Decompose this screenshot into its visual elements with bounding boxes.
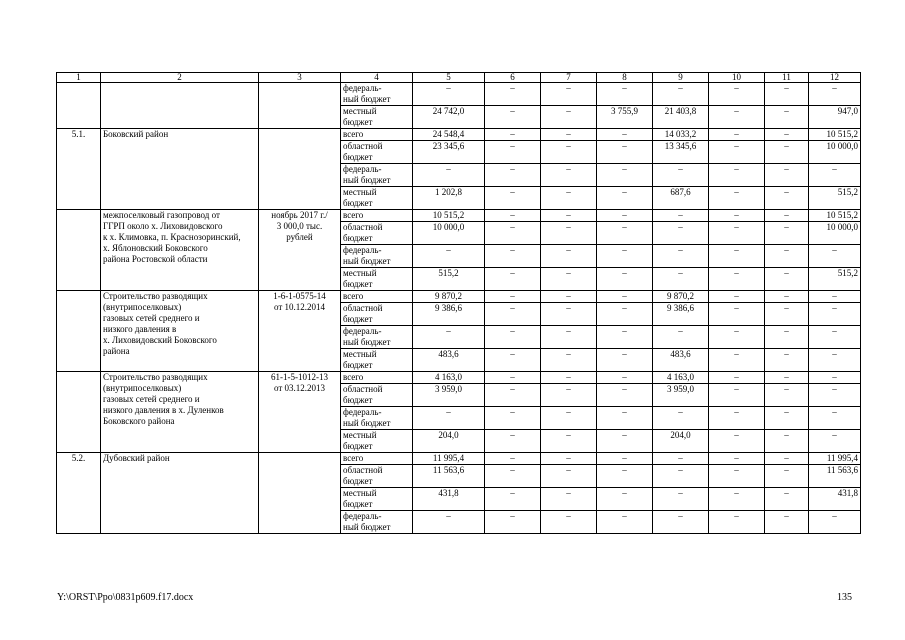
- value-cell: –: [765, 291, 809, 303]
- value-cell: –: [413, 245, 485, 268]
- funding-source-cell: местный бюджет: [341, 430, 413, 453]
- value-cell: –: [653, 465, 709, 488]
- value-cell: –: [597, 164, 653, 187]
- funding-source-cell: всего: [341, 210, 413, 222]
- value-cell: –: [809, 407, 861, 430]
- table-row: [57, 83, 861, 106]
- row-name-cell: Строительство разводящих (внутрипоселковых) газовых сетей среднего и низкого давления в х. Лиховидовский Боковского района: [101, 291, 259, 372]
- value-cell: –: [541, 465, 597, 488]
- value-cell: –: [541, 83, 597, 106]
- value-cell: –: [485, 187, 541, 210]
- value-cell: –: [541, 326, 597, 349]
- value-cell: –: [809, 349, 861, 372]
- row-number-cell: [57, 83, 101, 129]
- header-cell: 10: [709, 73, 765, 83]
- value-cell: –: [541, 349, 597, 372]
- header-cell: 2: [101, 73, 259, 83]
- value-cell: –: [597, 141, 653, 164]
- funding-source-cell: областной бюджет: [341, 222, 413, 245]
- value-cell: –: [709, 349, 765, 372]
- value-cell: 1 202,8: [413, 187, 485, 210]
- value-cell: 9 870,2: [653, 291, 709, 303]
- value-cell: –: [809, 326, 861, 349]
- value-cell: 24 742,0: [413, 106, 485, 129]
- value-cell: –: [765, 164, 809, 187]
- value-cell: 10 000,0: [809, 141, 861, 164]
- value-cell: –: [485, 407, 541, 430]
- value-cell: –: [653, 511, 709, 534]
- value-cell: –: [765, 465, 809, 488]
- value-cell: 4 163,0: [413, 372, 485, 384]
- value-cell: –: [485, 141, 541, 164]
- value-cell: –: [765, 372, 809, 384]
- funding-source-cell: местный бюджет: [341, 349, 413, 372]
- value-cell: –: [597, 210, 653, 222]
- value-cell: 515,2: [809, 268, 861, 291]
- table-row: [57, 291, 861, 303]
- value-cell: –: [541, 384, 597, 407]
- value-cell: –: [809, 430, 861, 453]
- value-cell: –: [809, 291, 861, 303]
- value-cell: –: [709, 83, 765, 106]
- value-cell: 431,8: [413, 488, 485, 511]
- value-cell: 515,2: [809, 187, 861, 210]
- value-cell: –: [765, 187, 809, 210]
- value-cell: –: [597, 407, 653, 430]
- value-cell: 687,6: [653, 187, 709, 210]
- value-cell: –: [765, 349, 809, 372]
- value-cell: –: [541, 268, 597, 291]
- funding-source-cell: областной бюджет: [341, 384, 413, 407]
- value-cell: –: [709, 384, 765, 407]
- value-cell: –: [809, 384, 861, 407]
- value-cell: 9 386,6: [413, 303, 485, 326]
- row-name-cell: Строительство разводящих (внутрипоселковых) газовых сетей среднего и низкого давления в х. Дуленков Боковского района: [101, 372, 259, 453]
- value-cell: –: [541, 164, 597, 187]
- value-cell: 24 548,4: [413, 129, 485, 141]
- row-document-cell: [259, 129, 341, 210]
- value-cell: –: [653, 245, 709, 268]
- header-cell: 11: [765, 73, 809, 83]
- row-document-cell: 61-1-5-1012-13 от 03.12.2013: [259, 372, 341, 453]
- value-cell: –: [485, 511, 541, 534]
- value-cell: –: [485, 291, 541, 303]
- value-cell: –: [809, 164, 861, 187]
- table-row: [57, 129, 861, 141]
- value-cell: –: [485, 210, 541, 222]
- header-cell: 4: [341, 73, 413, 83]
- value-cell: –: [653, 326, 709, 349]
- value-cell: –: [765, 210, 809, 222]
- value-cell: –: [541, 129, 597, 141]
- value-cell: –: [709, 291, 765, 303]
- value-cell: –: [765, 268, 809, 291]
- value-cell: 204,0: [653, 430, 709, 453]
- value-cell: –: [709, 465, 765, 488]
- value-cell: –: [485, 268, 541, 291]
- value-cell: 3 959,0: [653, 384, 709, 407]
- value-cell: –: [765, 407, 809, 430]
- value-cell: –: [485, 326, 541, 349]
- value-cell: –: [709, 488, 765, 511]
- value-cell: 21 403,8: [653, 106, 709, 129]
- value-cell: –: [653, 488, 709, 511]
- value-cell: –: [809, 511, 861, 534]
- value-cell: –: [709, 430, 765, 453]
- row-number-cell: [57, 291, 101, 372]
- funding-source-cell: местный бюджет: [341, 268, 413, 291]
- funding-source-cell: федераль- ный бюджет: [341, 83, 413, 106]
- funding-source-cell: областной бюджет: [341, 303, 413, 326]
- header-cell: 3: [259, 73, 341, 83]
- funding-source-cell: всего: [341, 129, 413, 141]
- value-cell: –: [485, 349, 541, 372]
- value-cell: –: [597, 83, 653, 106]
- value-cell: –: [765, 488, 809, 511]
- value-cell: –: [709, 141, 765, 164]
- value-cell: –: [709, 210, 765, 222]
- funding-source-cell: федераль- ный бюджет: [341, 164, 413, 187]
- header-cell: 9: [653, 73, 709, 83]
- page-number: 135: [837, 592, 852, 603]
- value-cell: –: [541, 106, 597, 129]
- header-cell: 12: [809, 73, 861, 83]
- value-cell: –: [597, 488, 653, 511]
- value-cell: –: [765, 384, 809, 407]
- value-cell: –: [597, 245, 653, 268]
- value-cell: –: [485, 453, 541, 465]
- value-cell: –: [485, 245, 541, 268]
- value-cell: –: [597, 384, 653, 407]
- value-cell: –: [709, 407, 765, 430]
- funding-source-cell: всего: [341, 453, 413, 465]
- value-cell: –: [597, 511, 653, 534]
- value-cell: 13 345,6: [653, 141, 709, 164]
- value-cell: 23 345,6: [413, 141, 485, 164]
- value-cell: –: [597, 453, 653, 465]
- row-name-cell: Дубовский район: [101, 453, 259, 534]
- funding-source-cell: федераль- ный бюджет: [341, 245, 413, 268]
- row-number-cell: [57, 372, 101, 453]
- value-cell: –: [597, 430, 653, 453]
- value-cell: –: [809, 83, 861, 106]
- value-cell: –: [597, 465, 653, 488]
- value-cell: 3 959,0: [413, 384, 485, 407]
- table-row: [57, 372, 861, 384]
- value-cell: 3 755,9: [597, 106, 653, 129]
- value-cell: –: [653, 210, 709, 222]
- value-cell: –: [541, 222, 597, 245]
- value-cell: –: [653, 83, 709, 106]
- value-cell: 483,6: [653, 349, 709, 372]
- value-cell: –: [765, 430, 809, 453]
- header-cell: 8: [597, 73, 653, 83]
- funding-source-cell: федераль- ный бюджет: [341, 511, 413, 534]
- funding-source-cell: областной бюджет: [341, 465, 413, 488]
- value-cell: –: [709, 222, 765, 245]
- value-cell: 483,6: [413, 349, 485, 372]
- value-cell: –: [809, 372, 861, 384]
- funding-source-cell: местный бюджет: [341, 106, 413, 129]
- value-cell: 10 515,2: [809, 210, 861, 222]
- value-cell: –: [541, 453, 597, 465]
- funding-source-cell: федераль- ный бюджет: [341, 407, 413, 430]
- header-cell: 1: [57, 73, 101, 83]
- value-cell: –: [413, 407, 485, 430]
- value-cell: 204,0: [413, 430, 485, 453]
- value-cell: –: [597, 326, 653, 349]
- value-cell: –: [597, 129, 653, 141]
- value-cell: –: [413, 83, 485, 106]
- value-cell: –: [485, 106, 541, 129]
- value-cell: –: [597, 187, 653, 210]
- document-path: Y:\ORST\Ppo\0831p609.f17.docx: [57, 592, 194, 603]
- value-cell: –: [709, 303, 765, 326]
- value-cell: –: [541, 488, 597, 511]
- table-row: [57, 453, 861, 465]
- budget-table: [56, 72, 861, 534]
- funding-source-cell: местный бюджет: [341, 488, 413, 511]
- value-cell: 947,0: [809, 106, 861, 129]
- value-cell: –: [541, 303, 597, 326]
- value-cell: –: [765, 222, 809, 245]
- value-cell: –: [413, 326, 485, 349]
- header-cell: 7: [541, 73, 597, 83]
- value-cell: –: [485, 384, 541, 407]
- value-cell: –: [597, 222, 653, 245]
- row-document-cell: ноябрь 2017 г./ 3 000,0 тыс. рублей: [259, 210, 341, 291]
- value-cell: –: [541, 187, 597, 210]
- value-cell: 11 995,4: [413, 453, 485, 465]
- value-cell: –: [485, 488, 541, 511]
- value-cell: 11 995,4: [809, 453, 861, 465]
- value-cell: –: [709, 245, 765, 268]
- header-row: [57, 73, 861, 83]
- value-cell: –: [485, 465, 541, 488]
- value-cell: –: [765, 141, 809, 164]
- row-document-cell: [259, 83, 341, 129]
- value-cell: 9 870,2: [413, 291, 485, 303]
- row-number-cell: [57, 210, 101, 291]
- value-cell: –: [485, 129, 541, 141]
- value-cell: 431,8: [809, 488, 861, 511]
- value-cell: 14 033,2: [653, 129, 709, 141]
- value-cell: –: [485, 372, 541, 384]
- value-cell: –: [541, 245, 597, 268]
- value-cell: –: [709, 453, 765, 465]
- value-cell: –: [765, 83, 809, 106]
- value-cell: –: [653, 407, 709, 430]
- value-cell: 10 515,2: [809, 129, 861, 141]
- funding-source-cell: местный бюджет: [341, 187, 413, 210]
- value-cell: –: [709, 511, 765, 534]
- row-document-cell: [259, 453, 341, 534]
- table-row: [57, 210, 861, 222]
- funding-source-cell: всего: [341, 372, 413, 384]
- value-cell: –: [485, 164, 541, 187]
- value-cell: –: [709, 372, 765, 384]
- value-cell: –: [653, 222, 709, 245]
- header-cell: 5: [413, 73, 485, 83]
- value-cell: –: [541, 291, 597, 303]
- value-cell: 10 000,0: [809, 222, 861, 245]
- value-cell: –: [597, 291, 653, 303]
- value-cell: –: [541, 372, 597, 384]
- value-cell: –: [709, 129, 765, 141]
- value-cell: –: [709, 106, 765, 129]
- row-name-cell: межпоселковый газопровод от ГГРП около х. Лиховидовского к х. Климовка, п. Краснозоринский, х. Яблоновский Боковского района Ростовской области: [101, 210, 259, 291]
- funding-source-cell: федераль- ный бюджет: [341, 326, 413, 349]
- value-cell: 4 163,0: [653, 372, 709, 384]
- value-cell: –: [765, 453, 809, 465]
- value-cell: –: [485, 83, 541, 106]
- row-number-cell: 5.1.: [57, 129, 101, 210]
- value-cell: –: [709, 326, 765, 349]
- value-cell: –: [597, 349, 653, 372]
- value-cell: –: [413, 164, 485, 187]
- value-cell: 11 563,6: [413, 465, 485, 488]
- value-cell: –: [653, 268, 709, 291]
- value-cell: 11 563,6: [809, 465, 861, 488]
- value-cell: –: [765, 326, 809, 349]
- funding-source-cell: всего: [341, 291, 413, 303]
- value-cell: –: [765, 106, 809, 129]
- value-cell: –: [541, 430, 597, 453]
- value-cell: –: [709, 187, 765, 210]
- row-document-cell: 1-6-1-0575-14 от 10.12.2014: [259, 291, 341, 372]
- value-cell: –: [485, 303, 541, 326]
- value-cell: –: [597, 303, 653, 326]
- value-cell: –: [541, 407, 597, 430]
- value-cell: –: [765, 245, 809, 268]
- value-cell: –: [653, 453, 709, 465]
- funding-source-cell: областной бюджет: [341, 141, 413, 164]
- header-cell: 6: [485, 73, 541, 83]
- value-cell: –: [765, 511, 809, 534]
- value-cell: –: [765, 303, 809, 326]
- value-cell: –: [541, 141, 597, 164]
- value-cell: –: [597, 372, 653, 384]
- value-cell: –: [541, 210, 597, 222]
- value-cell: –: [809, 303, 861, 326]
- value-cell: 10 515,2: [413, 210, 485, 222]
- value-cell: –: [765, 129, 809, 141]
- value-cell: 10 000,0: [413, 222, 485, 245]
- row-number-cell: 5.2.: [57, 453, 101, 534]
- value-cell: –: [485, 222, 541, 245]
- row-name-cell: [101, 83, 259, 129]
- value-cell: –: [485, 430, 541, 453]
- value-cell: 9 386,6: [653, 303, 709, 326]
- value-cell: –: [653, 164, 709, 187]
- value-cell: –: [597, 268, 653, 291]
- value-cell: –: [709, 164, 765, 187]
- value-cell: –: [709, 268, 765, 291]
- value-cell: –: [413, 511, 485, 534]
- value-cell: 515,2: [413, 268, 485, 291]
- value-cell: –: [809, 245, 861, 268]
- row-name-cell: Боковский район: [101, 129, 259, 210]
- value-cell: –: [541, 511, 597, 534]
